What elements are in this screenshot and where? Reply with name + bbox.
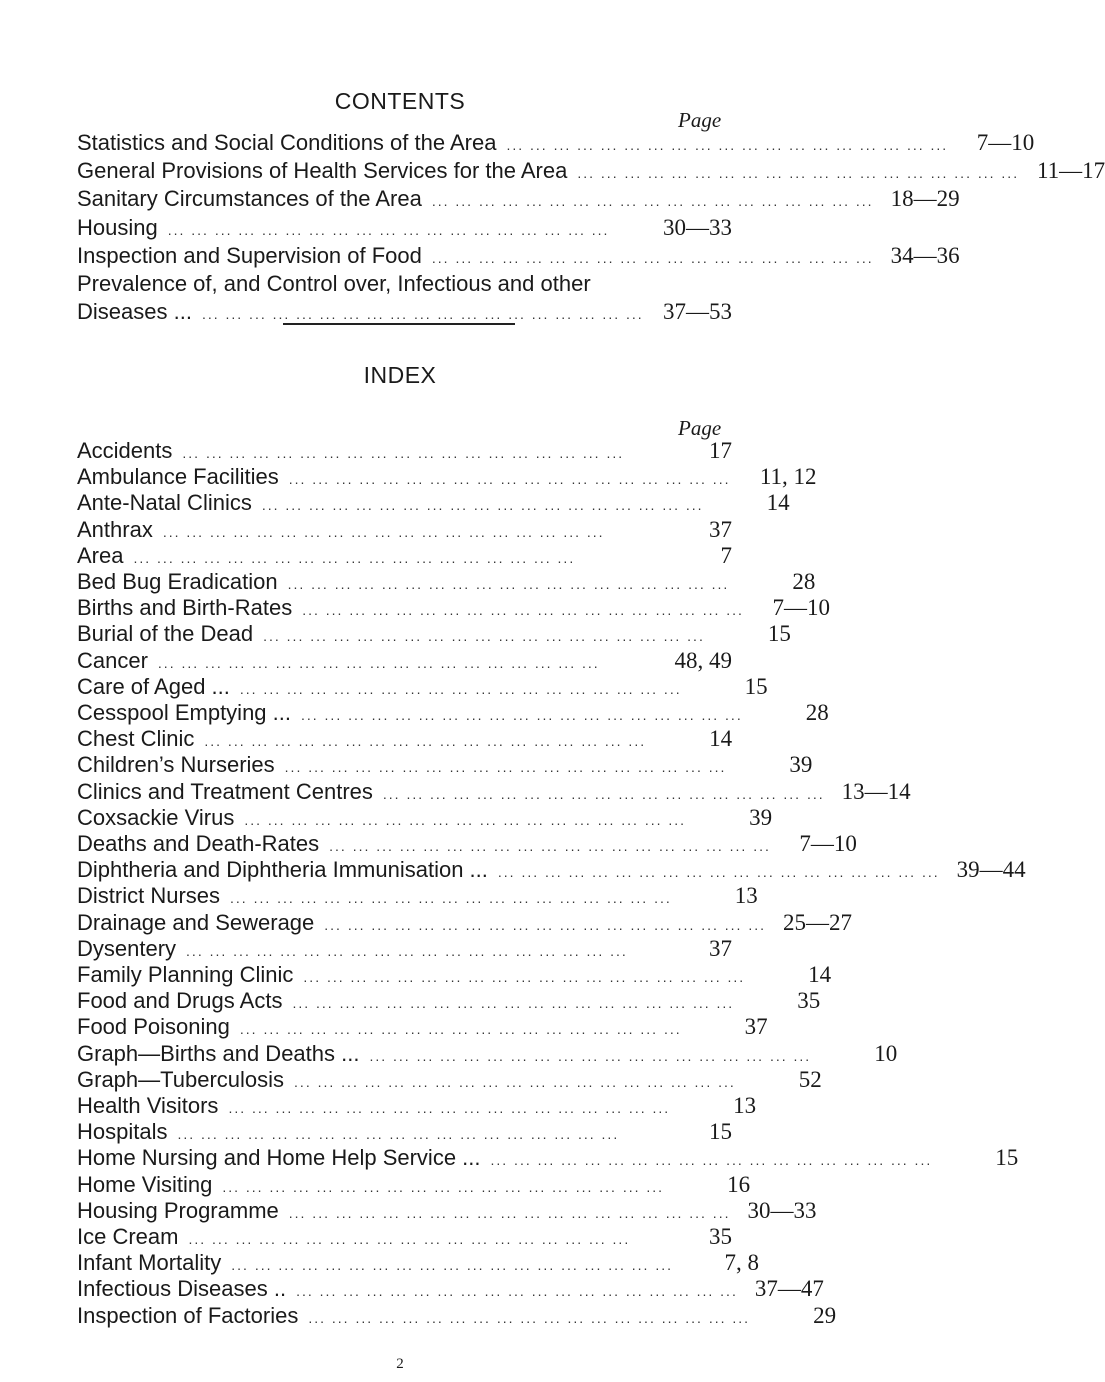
- index-entry-page: 37: [744, 1014, 768, 1040]
- dot-leader: ... ... ... ... ... ... ... ... ... ... ... ... ... ... ... ... ... ... ...: [288, 1204, 731, 1221]
- dot-leader: ... ... ... ... ... ... ... ... ... ... ... ... ... ... ... ... ... ... ...: [261, 497, 704, 514]
- index-entry: [77, 778, 911, 807]
- dot-leader: ... ... ... ... ... ... ... ... ... ... ... ... ... ... ... ... ... ... ...: [162, 523, 605, 540]
- contents-entry-label: Statistics and Social Conditions of the Area: [77, 130, 497, 155]
- contents-entry-page: 11—17: [1036, 158, 1105, 184]
- dot-leader: ... ... ... ... ... ... ... ... ... ... ... ... ... ... ... ... ... ... ...: [490, 1152, 933, 1169]
- contents-page-label: Page: [678, 108, 722, 132]
- index-entry: [77, 1171, 751, 1200]
- index-entry: [77, 988, 821, 1016]
- index-entry: [77, 831, 857, 859]
- dot-leader: ... ... ... ... ... ... ... ... ... ... ... ... ... ... ... ... ... ... ...: [167, 221, 610, 238]
- index-entry-page: 39—44: [956, 857, 1026, 883]
- contents-entry-label: Sanitary Circumstances of the Area: [77, 186, 422, 212]
- index-entry-page: 37—47: [754, 1276, 824, 1302]
- index-entry-page: 7: [720, 542, 732, 568]
- index-entry-label: Ice Cream: [77, 1224, 179, 1249]
- index-entry: [77, 673, 768, 702]
- index-entry: [77, 490, 790, 518]
- index-entry-label: Bed Bug Eradication: [77, 569, 278, 594]
- dot-leader: ... ... ... ... ... ... ... ... ... ... ... ... ... ... ... ... ... ... ...: [157, 654, 600, 671]
- index-entry-label: Family Planning Clinic: [77, 962, 294, 987]
- dot-leader: ... ... ... ... ... ... ... ... ... ... ... ... ... ... ... ... ... ... ...: [263, 628, 705, 645]
- index-entry-page: 15: [767, 621, 791, 647]
- index-entry-label: Diphtheria and Diphtheria Immunisation ...: [77, 857, 488, 883]
- dot-leader: ... ... ... ... ... ... ... ... ... ... ... ... ... ... ... ... ... ... ...: [239, 1021, 682, 1038]
- index-entry: [77, 543, 732, 571]
- index-entry-page: 48, 49: [674, 647, 732, 673]
- index-entry: [77, 464, 817, 492]
- index-entry: [77, 1014, 768, 1042]
- index-entry-page: 14: [709, 726, 733, 752]
- contents-title: CONTENTS: [334, 88, 466, 114]
- index-entry-page: 16: [727, 1171, 751, 1197]
- index-entry-label: Care of Aged ...: [77, 673, 230, 699]
- index-entry-label: Home Visiting: [77, 1171, 213, 1197]
- contents-entry: [77, 271, 732, 299]
- index-entry: [77, 1224, 732, 1252]
- index-entry-page: 37: [709, 516, 732, 542]
- index-entry-label: Ambulance Facilities: [77, 464, 279, 490]
- index-entry-page: 17: [709, 438, 732, 463]
- index-entry-page: 52: [798, 1066, 822, 1092]
- contents-entry: [77, 130, 1035, 158]
- index-entry-page: 35: [709, 1224, 732, 1249]
- index-entry-label: Chest Clinic: [77, 726, 195, 752]
- index-entry-label: Graph—Tuberculosis: [77, 1066, 285, 1092]
- dot-leader: ... ... ... ... ... ... ... ... ... ... ... ... ... ... ... ... ... ... ...: [303, 969, 746, 985]
- index-entry-label: Infectious Diseases ..: [77, 1276, 287, 1302]
- index-entry-page: 15: [709, 1119, 732, 1145]
- dot-leader: ... ... ... ... ... ... ... ... ... ... ... ... ... ... ... ... ... ... ...: [382, 785, 825, 802]
- dot-leader: ... ... ... ... ... ... ... ... ... ... ... ... ... ... ... ... ... ... ...: [369, 1047, 812, 1064]
- dot-leader: ... ... ... ... ... ... ... ... ... ... ... ... ... ... ... ... ... ... ...: [292, 995, 735, 1012]
- index-entry: [77, 648, 732, 676]
- dot-leader: ... ... ... ... ... ... ... ... ... ... ... ... ... ... ... ... ... ... ...: [308, 1309, 751, 1326]
- contents-entry: [77, 158, 1105, 186]
- index-entry-page: 39: [749, 804, 773, 830]
- index-entry-label: Cesspool Emptying ...: [77, 700, 291, 725]
- contents-entry: [77, 215, 732, 243]
- index-entry: [77, 1276, 824, 1304]
- index-entry-label: Food Poisoning: [77, 1014, 230, 1040]
- index-entry: [77, 1302, 837, 1331]
- index-entry-page: 15: [995, 1145, 1019, 1171]
- contents-entry-label: Housing: [77, 214, 158, 240]
- index-entry: [77, 726, 732, 754]
- index-entry: [77, 1066, 822, 1095]
- index-entry-label: Coxsackie Virus: [77, 804, 235, 830]
- contents-entry-page: 37—53: [663, 299, 732, 325]
- index-entry: [77, 804, 773, 833]
- index-entry-label: Births and Birth-Rates: [77, 595, 293, 621]
- index-entry-label: Health Visitors: [77, 1093, 219, 1118]
- index-entry-page: 15: [744, 673, 768, 699]
- dot-leader: ... ... ... ... ... ... ... ... ... ... ... ... ... ... ... ... ... ... ...: [324, 916, 767, 933]
- section-divider: [283, 323, 515, 325]
- index-entry-page: 35: [797, 988, 821, 1014]
- index-entry-label: Drainage and Sewerage: [77, 909, 315, 935]
- index-entry: [77, 883, 758, 911]
- index-entry: [77, 1093, 757, 1121]
- dot-leader: ... ... ... ... ... ... ... ... ... ... ... ... ... ... ... ... ... ... ...: [284, 759, 727, 776]
- index-entry-page: 28: [805, 700, 829, 725]
- dot-leader: ... ... ... ... ... ... ... ... ... ... ... ... ... ... ... ... ... ... ...: [577, 165, 1020, 182]
- index-entry: [77, 595, 830, 623]
- dot-leader: ... ... ... ... ... ... ... ... ... ... ... ... ... ... ... ... ... ... ...: [239, 680, 682, 697]
- index-entry-page: 7, 8: [724, 1250, 760, 1276]
- index-entry: [77, 1145, 1019, 1173]
- dot-leader: ... ... ... ... ... ... ... ... ... ... ... ... ... ... ... ... ... ... ...: [177, 1126, 620, 1143]
- index-entry-page: 13: [733, 1093, 757, 1118]
- index-entry-label: Deaths and Death-Rates: [77, 831, 320, 856]
- index-entry: [77, 1197, 817, 1226]
- index-page-label: Page: [678, 416, 722, 440]
- dot-leader: ... ... ... ... ... ... ... ... ... ... ... ... ... ... ... ... ... ... ...: [133, 549, 576, 566]
- dot-leader: ... ... ... ... ... ... ... ... ... ... ... ... ... ... ... ... ... ... ...: [188, 1231, 631, 1247]
- dot-leader: ... ... ... ... ... ... ... ... ... ... ... ... ... ... ... ... ... ... ...: [182, 445, 625, 461]
- dot-leader: ... ... ... ... ... ... ... ... ... ... ... ... ... ... ... ... ... ... ...: [431, 193, 874, 210]
- dot-leader: ... ... ... ... ... ... ... ... ... ... ... ... ... ... ... ... ... ... ...: [186, 942, 628, 959]
- contents-entry-label: Diseases ...: [77, 299, 192, 325]
- index-entry-page: 37: [709, 935, 732, 961]
- index-entry-label: Cancer: [77, 647, 148, 673]
- index-title: INDEX: [363, 362, 437, 388]
- index-entry: [77, 962, 832, 990]
- index-entry-label: Area: [77, 542, 124, 568]
- index-entry: [77, 517, 732, 545]
- index-entry-label: Infant Mortality: [77, 1250, 222, 1276]
- index-entry-page: 10: [874, 1040, 898, 1066]
- dot-leader: ... ... ... ... ... ... ... ... ... ... ... ... ... ... ... ... ... ... ...: [228, 1100, 671, 1116]
- dot-leader: ... ... ... ... ... ... ... ... ... ... ... ... ... ... ... ... ... ... ...: [222, 1178, 665, 1195]
- dot-leader: ... ... ... ... ... ... ... ... ... ... ... ... ... ... ... ... ... ... ...: [230, 890, 672, 907]
- dot-leader: ... ... ... ... ... ... ... ... ... ... ... ... ... ... ... ... ... ... ...: [329, 838, 771, 854]
- index-entry: [77, 857, 1026, 885]
- index-entry: [77, 438, 732, 466]
- index-entry: [77, 1250, 760, 1278]
- index-entry-label: Home Nursing and Home Help Service ...: [77, 1145, 481, 1171]
- dot-leader: ... ... ... ... ... ... ... ... ... ... ... ... ... ... ... ... ... ... ...: [431, 249, 874, 266]
- index-entry-page: 29: [813, 1302, 837, 1328]
- index-entry-label: Anthrax: [77, 516, 153, 542]
- index-entry-label: Food and Drugs Acts: [77, 988, 283, 1014]
- index-entry-label: Burial of the Dead: [77, 621, 254, 647]
- dot-leader: ... ... ... ... ... ... ... ... ... ... ... ... ... ... ... ... ... ... ...: [204, 733, 647, 750]
- index-entry: [77, 936, 732, 964]
- contents-entry-label: Prevalence of, and Control over, Infectious and other: [77, 271, 591, 296]
- index-entry-label: Housing Programme: [77, 1197, 279, 1223]
- index-entry-page: 13—14: [841, 778, 911, 804]
- dot-leader: ... ... ... ... ... ... ... ... ... ... ... ... ... ... ... ... ... ... ...: [287, 576, 730, 592]
- index-entry-label: Graph—Births and Deaths ...: [77, 1040, 360, 1066]
- index-entry: [77, 621, 791, 649]
- dot-leader: ... ... ... ... ... ... ... ... ... ... ... ... ... ... ... ... ... ... ...: [296, 1283, 738, 1300]
- page-number: 2: [396, 1356, 404, 1372]
- dot-leader: ... ... ... ... ... ... ... ... ... ... ... ... ... ... ... ... ... ... ...: [497, 864, 940, 881]
- index-entry-page: 11, 12: [759, 464, 817, 490]
- dot-leader: ... ... ... ... ... ... ... ... ... ... ... ... ... ... ... ... ... ... ...: [201, 306, 644, 323]
- contents-entry-label: Inspection and Supervision of Food: [77, 242, 422, 268]
- contents-entry: [77, 186, 960, 214]
- index-entry: [77, 1119, 732, 1147]
- index-entry-label: Clinics and Treatment Centres: [77, 778, 373, 804]
- index-entry-page: 30—33: [747, 1197, 817, 1223]
- index-entry-page: 13: [734, 883, 758, 909]
- index-entry-label: District Nurses: [77, 883, 221, 909]
- index-entry: [77, 1040, 898, 1069]
- index-entry-page: 7—10: [772, 595, 830, 621]
- dot-leader: ... ... ... ... ... ... ... ... ... ... ... ... ... ... ... ... ... ... ...: [288, 471, 731, 488]
- contents-entry-page: 7—10: [976, 130, 1035, 155]
- dot-leader: ... ... ... ... ... ... ... ... ... ... ... ... ... ... ... ... ... ... ...: [231, 1257, 674, 1274]
- index-entry-page: 7—10: [799, 831, 857, 856]
- index-entry-label: Children’s Nurseries: [77, 752, 275, 778]
- index-entry-label: Inspection of Factories: [77, 1302, 299, 1328]
- index-entry-page: 25—27: [783, 909, 853, 935]
- index-entry-label: Ante-Natal Clinics: [77, 490, 252, 516]
- index-entry-label: Hospitals: [77, 1119, 168, 1145]
- index-entry: [77, 569, 816, 597]
- index-entry: [77, 909, 853, 938]
- dot-leader: ... ... ... ... ... ... ... ... ... ... ... ... ... ... ... ... ... ... ...: [506, 137, 949, 153]
- index-entry-label: Accidents: [77, 438, 173, 463]
- index-entry-label: Dysentery: [77, 935, 177, 961]
- index-entry-page: 14: [808, 962, 832, 987]
- index-entry: [77, 752, 813, 780]
- dot-leader: ... ... ... ... ... ... ... ... ... ... ... ... ... ... ... ... ... ... ...: [300, 707, 743, 723]
- dot-leader: ... ... ... ... ... ... ... ... ... ... ... ... ... ... ... ... ... ... ...: [244, 811, 687, 828]
- index-entry: [77, 700, 829, 728]
- contents-entry-page: 34—36: [890, 242, 960, 268]
- contents-entry-label: General Provisions of Health Services for the Area: [77, 158, 568, 184]
- index-entry-page: 14: [766, 490, 790, 516]
- contents-entry-page: 30—33: [663, 214, 732, 240]
- index-entry-page: 39: [789, 752, 813, 778]
- index-entry-page: 28: [792, 569, 816, 594]
- contents-entry: [77, 242, 960, 271]
- dot-leader: ... ... ... ... ... ... ... ... ... ... ... ... ... ... ... ... ... ... ...: [294, 1073, 736, 1090]
- contents-entry-page: 18—29: [890, 186, 960, 212]
- dot-leader: ... ... ... ... ... ... ... ... ... ... ... ... ... ... ... ... ... ... ...: [302, 602, 744, 619]
